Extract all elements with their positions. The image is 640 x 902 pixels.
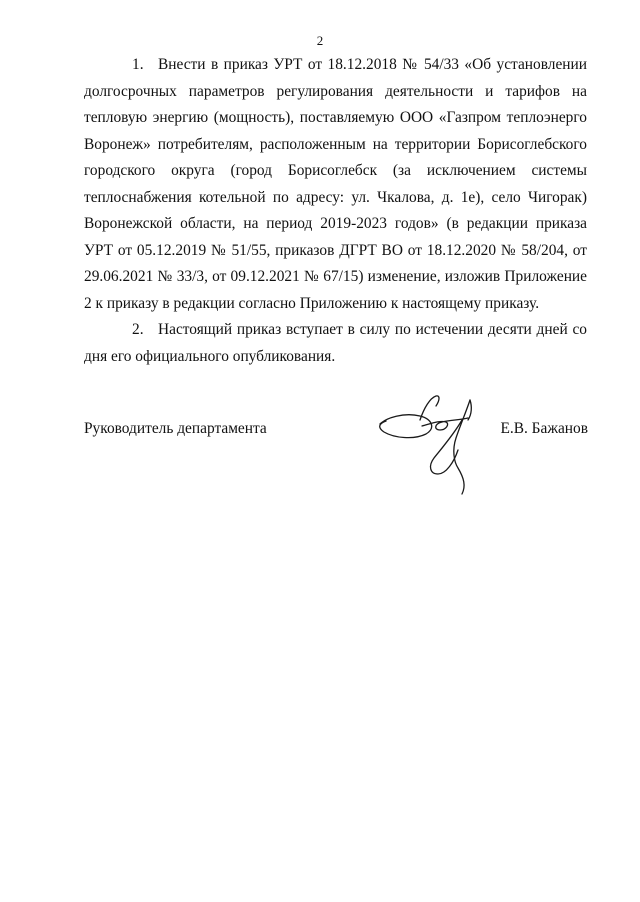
paragraph-1: [84, 52, 587, 317]
paragraph-2: [84, 317, 587, 370]
signatory-title: Руководитель департамента: [84, 420, 267, 437]
handwritten-signature: [374, 390, 494, 500]
page-number: 2: [316, 33, 324, 48]
signature-block: [84, 420, 588, 510]
signature-icon: [374, 390, 494, 500]
signatory-name: Е.В. Бажанов: [500, 420, 588, 437]
paragraph-1-text: Внести в приказ УРТ от 18.12.2018 № 54/33 «Об установлении долгосрочных параметров регулирования деятельности и тарифов на тепловую энергию (мощность), поставляемую ООО «Газпром теплоэнерго Воронеж» потребителям, расположенным на территории Борисоглебского городского округа (город Борисоглебск (за исключением системы теплоснабжения котельной по адресу: ул. Чкалова, д. 1е), село Чигорак) Воронежской области, на период 2019-2023 годов» (в редакции приказа УРТ от 05.12.2019 № 51/55, приказов ДГРТ ВО от 18.12.2020 № 58/204, от 29.06.2021 № 33/3, от 09.12.2021 № 67/15) изменение, изложив Приложение 2 к приказу в редакции согласно Приложению к настоящему приказу.: [84, 56, 587, 312]
document-body: [84, 52, 587, 370]
paragraph-2-number: 2.: [132, 321, 144, 338]
paragraph-1-number: 1.: [132, 56, 144, 73]
paragraph-2-text: Настоящий приказ вступает в силу по истечении десяти дней со дня его официального опубликования.: [84, 321, 587, 365]
